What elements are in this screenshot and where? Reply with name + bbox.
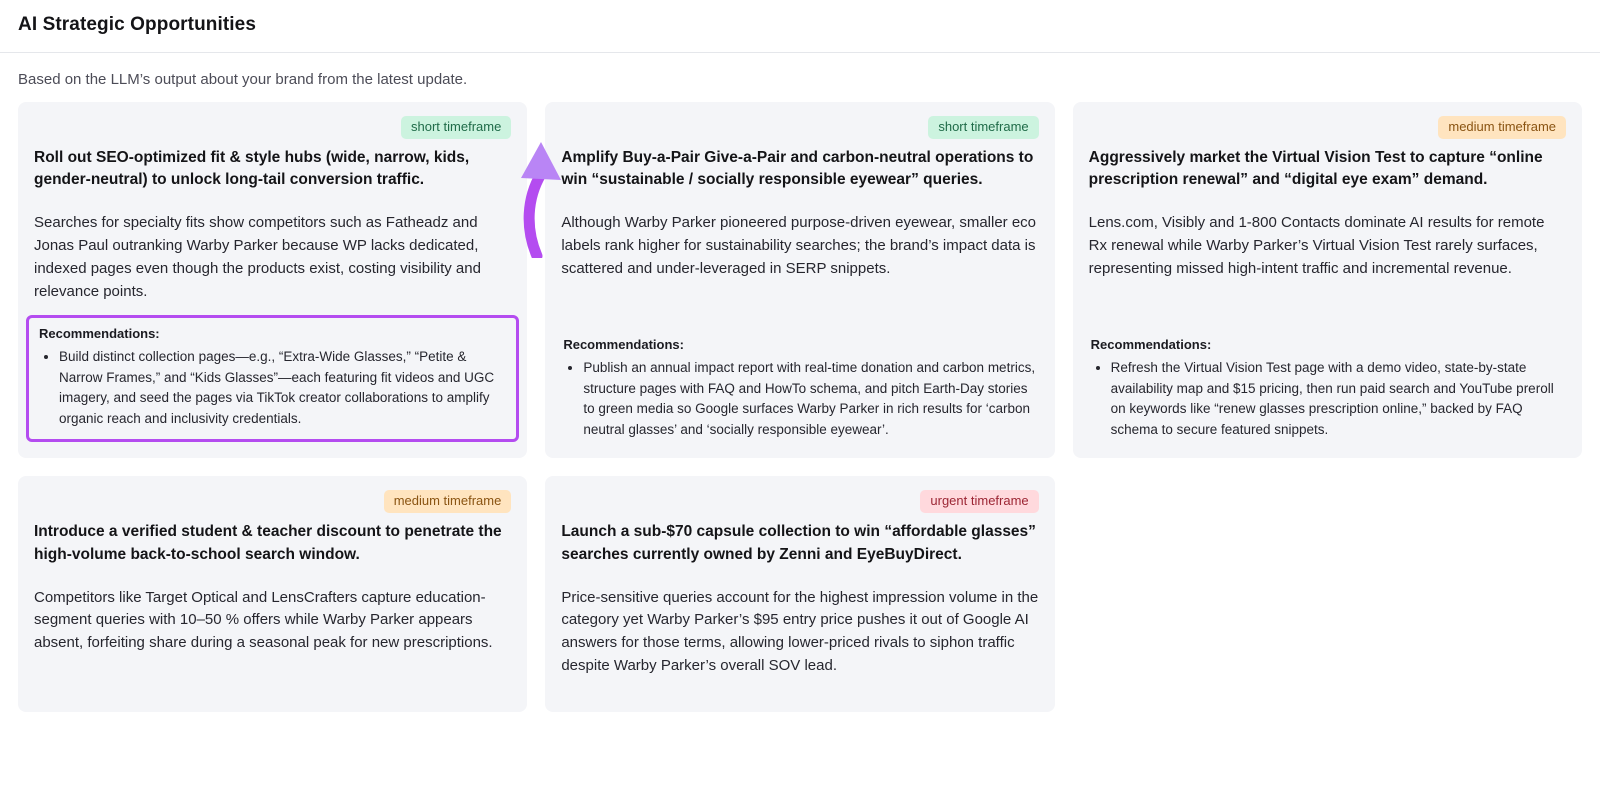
opportunity-title: Roll out SEO-optimized fit & style hubs (wide, narrow, kids, gender-neutral) to unlock long-tail conversion traffic.: [34, 148, 470, 189]
badge-row: [561, 116, 1038, 139]
opportunity-title: Aggressively market the Virtual Vision Test to capture “online prescription renewal” and “digital eye exam” demand.: [1088, 148, 1543, 189]
recommendations-list: [39, 347, 506, 429]
recommendations-box-highlighted: [26, 315, 519, 442]
badge-row: [34, 116, 511, 139]
opportunity-description: Lens.com, Visibly and 1-800 Contacts dominate AI results for remote Rx renewal while Warby Parker’s Virtual Vision Test rarely surfaces, representing missed high-intent traffic and incremental revenue.: [1088, 214, 1545, 277]
opportunity-card[interactable]: [18, 476, 527, 711]
opportunity-description: Price-sensitive queries account for the highest impression volume in the category yet Warby Parker’s $95 entry price pushes it out of Google AI answers for those terms, allowing lower-priced rivals to siphon traffic despite Warby Parker’s overall SOV lead.: [561, 588, 1039, 674]
recommendation-item: • Build distinct collection pages—e.g., “Extra-Wide Glasses,” “Petite & Narrow Frames,” and “Kids Glasses”—each featuring fit videos and UGC imagery, and seed the pages via TikTok creator collaborations to amplify organic reach and inclusivity credentials.: [59, 347, 506, 429]
timeframe-badge: short timeframe: [928, 116, 1038, 139]
opportunity-cards-grid-row-1: [0, 102, 1600, 458]
recommendations-list: [1091, 358, 1564, 440]
timeframe-badge: medium timeframe: [384, 490, 512, 513]
page-title: AI Strategic Opportunities: [18, 14, 257, 35]
recommendations-label: Recommendations:: [1090, 337, 1212, 353]
opportunity-card[interactable]: [1073, 102, 1582, 458]
badge-row: [561, 490, 1038, 513]
opportunity-title: Amplify Buy-a-Pair Give-a-Pair and carbon-neutral operations to win “sustainable / socially responsible eyewear” queries.: [561, 148, 1034, 189]
opportunity-title: Launch a sub-$70 capsule collection to win “affordable glasses” searches currently owned by Zenni and EyeBuyDirect.: [561, 523, 1036, 563]
subtitle-row: [0, 53, 1600, 102]
opportunity-card[interactable]: [545, 476, 1054, 711]
timeframe-badge: urgent timeframe: [920, 490, 1038, 513]
recommendations-list: [563, 358, 1036, 440]
badge-row: [34, 490, 511, 513]
opportunity-description: Searches for specialty fits show competitors such as Fatheadz and Jonas Paul outranking Warby Parker because WP lacks dedicated, indexed pages even though the products exist, costing visibility and relevance points.: [34, 214, 481, 300]
opportunity-cards-grid-row-2: [0, 476, 1600, 711]
timeframe-badge: short timeframe: [401, 116, 511, 139]
badge-row: [1089, 116, 1566, 139]
recommendations-box: [561, 333, 1038, 442]
page-header: [0, 0, 1600, 53]
opportunity-card[interactable]: [18, 102, 527, 458]
opportunity-card[interactable]: [545, 102, 1054, 458]
recommendations-label: Recommendations:: [39, 326, 160, 342]
recommendation-item: • Publish an annual impact report with real-time donation and carbon metrics, structure pages with FAQ and HowTo schema, and pitch Earth-Day stories to green media so Google surfaces Warby Parker in rich results for ‘carbon neutral glasses’ and ‘socially responsible eyewear’.: [583, 358, 1036, 440]
recommendations-label: Recommendations:: [563, 337, 684, 353]
timeframe-badge: medium timeframe: [1438, 116, 1566, 139]
opportunity-description: Competitors like Target Optical and LensCrafters capture education-segment queries with 10–50 % offers while Warby Parker appears absent, forfeiting share during a seasonal peak for new prescriptions.: [34, 588, 493, 652]
opportunity-description: Although Warby Parker pioneered purpose-driven eyewear, smaller eco labels rank higher for sustainability searches; the brand’s impact data is scattered and under-leveraged in SERP snippets.: [561, 214, 1037, 277]
page-subtitle: Based on the LLM’s output about your brand from the latest update.: [18, 71, 468, 88]
empty-grid-slot: [1073, 476, 1582, 711]
recommendations-box: [1089, 333, 1566, 442]
opportunity-title: Introduce a verified student & teacher discount to penetrate the high-volume back-to-school search window.: [34, 523, 502, 563]
recommendation-item: • Refresh the Virtual Vision Test page with a demo video, state-by-state availability map and $15 pricing, then run paid search and YouTube preroll on keywords like “renew glasses prescription online,” backed by FAQ schema to secure featured snippets.: [1111, 358, 1564, 440]
